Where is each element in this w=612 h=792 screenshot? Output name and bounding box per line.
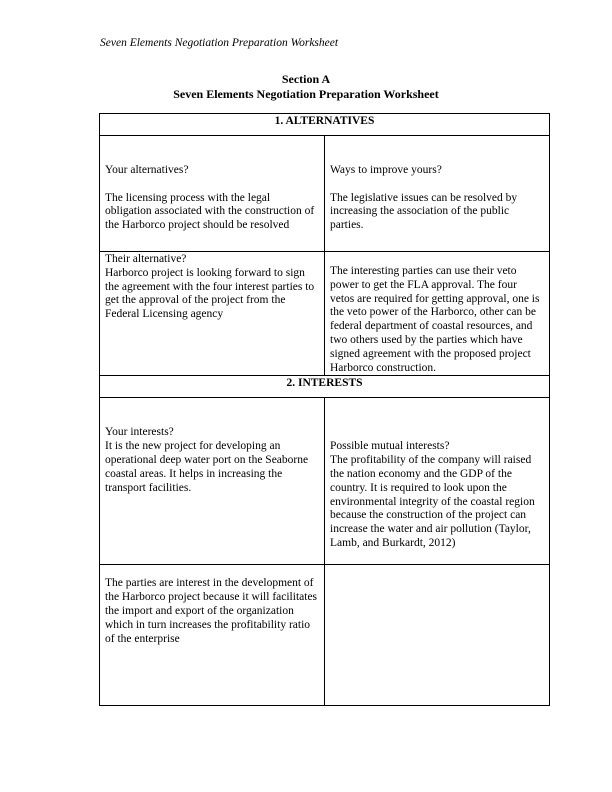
- your-alternatives-cell: Your alternatives? The licensing process with the legal obligation associated with the construction of the Harborco project should be resolved: [100, 136, 325, 252]
- ways-to-improve-cell: Ways to improve yours? The legislative issues can be resolved by increasing the association of the public parties.: [325, 136, 550, 252]
- worksheet-table: [99, 113, 550, 706]
- alternatives-heading: 1. ALTERNATIVES: [100, 114, 550, 136]
- parties-interest-cell: The parties are interest in the development of the Harborco project because it will facilitates the import and export of the organization which in turn increases the profitability ratio of the enterprise: [100, 565, 325, 706]
- running-header: Seven Elements Negotiation Preparation Worksheet: [100, 37, 339, 49]
- your-interests-cell: Your interests? It is the new project for developing an operational deep water port on the Seaborne coastal areas. It helps in increasing the transport facilities.: [100, 398, 325, 565]
- section-title: Section A: [281, 72, 331, 86]
- mutual-interests-cell: Possible mutual interests? The profitability of the company will raised the nation economy and the GDP of the country. It is required to look upon the environmental integrity of the coastal region because the construction of the project can increase the water and air pollution (Taylor, Lamb, and Burkardt, 2012): [325, 398, 550, 565]
- their-alternative-cell: Their alternative? Harborco project is looking forward to sign the agreement with the four interest parties to get the approval of the project from the Federal Licensing agency: [100, 252, 325, 376]
- worksheet-title: Seven Elements Negotiation Preparation Worksheet: [173, 87, 439, 101]
- empty-cell: [325, 565, 550, 706]
- title-block: [0, 72, 612, 102]
- their-alternative-response-cell: The interesting parties can use their veto power to get the FLA approval. The four vetos are required for getting approval, one is the veto power of the Harborco, other can be federal department of coastal resources, and two others used by the parties which have signed agreement with the proposed project Harborco construction.: [325, 252, 550, 376]
- interests-heading: 2. INTERESTS: [100, 376, 550, 398]
